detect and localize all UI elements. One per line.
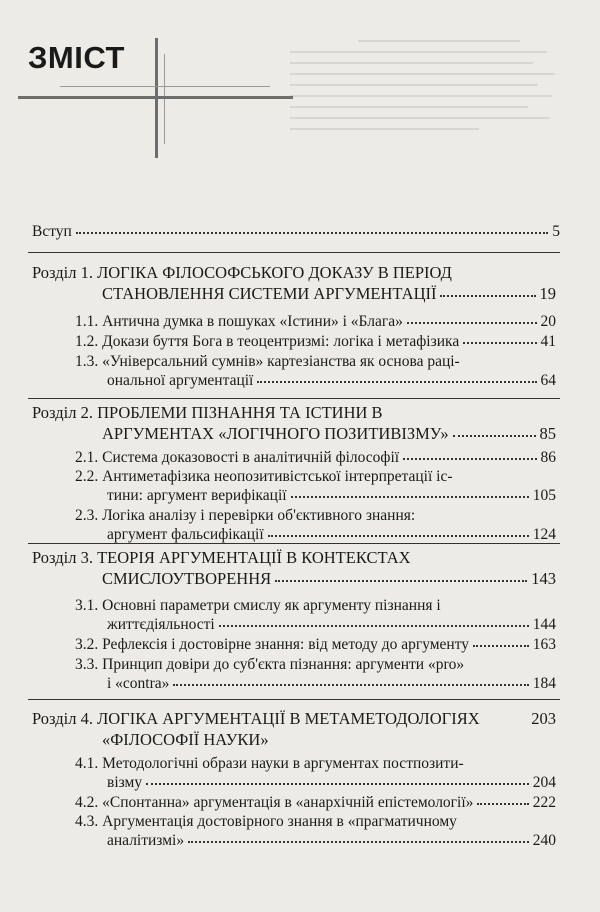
separator-line	[28, 543, 560, 544]
section-title-line1: 3.3. Принцип довіри до суб'єкта пізнання: аргументи «pro»	[75, 656, 465, 673]
decorative-horizontal-line-thin	[60, 86, 270, 87]
page-number: 85	[539, 424, 556, 443]
toc-chapter-4[interactable]	[32, 708, 556, 750]
dot-leader	[477, 802, 528, 805]
page-number: 163	[532, 636, 556, 653]
section-title: 4.2. «Спонтанна» аргументація в «анархічній епістемології»	[75, 794, 474, 811]
section-title-line1: 2.2. Антиметафізика неопозитивістської інтерпретації іс-	[75, 468, 453, 485]
toc-section-1-2[interactable]	[75, 332, 556, 351]
dot-leader	[440, 294, 535, 297]
page-number: 20	[540, 313, 556, 330]
dot-leader	[146, 782, 529, 785]
section-title-line2: аналітизмі»	[107, 832, 185, 849]
toc-section-1-1[interactable]	[75, 312, 556, 331]
dot-leader	[463, 341, 536, 344]
section-title-line2: аргумент фальсифікації	[107, 526, 264, 543]
page-number: 143	[531, 569, 556, 588]
chapter-title-line1: Розділ 3. ТЕОРІЯ АРГУМЕНТАЦІЇ В КОНТЕКСТАХ	[32, 548, 411, 567]
toc-chapter-2[interactable]	[32, 402, 556, 444]
section-title-line2: тини: аргумент верифікації	[107, 487, 287, 504]
page-number: 204	[532, 774, 556, 791]
decorative-horizontal-line	[18, 96, 293, 99]
chapter-title-line2: СМИСЛОУТВОРЕННЯ	[102, 569, 272, 588]
dot-leader	[173, 683, 528, 686]
toc-section-4-1[interactable]	[75, 754, 556, 792]
section-title-line2: візму	[107, 774, 143, 791]
dot-leader	[453, 434, 536, 437]
page-number: 86	[540, 449, 556, 466]
chapter-title-line1: Розділ 2. ПРОБЛЕМИ ПІЗНАННЯ ТА ІСТИНИ В	[32, 403, 383, 422]
dot-leader	[473, 644, 529, 647]
page-number: 240	[532, 832, 556, 849]
page-number: 19	[539, 284, 556, 303]
toc-chapter-1[interactable]	[32, 262, 556, 304]
dot-leader	[219, 624, 529, 627]
toc-section-4-2[interactable]	[75, 793, 556, 812]
dot-leader	[257, 380, 536, 383]
section-title-line2: ональної аргументації	[107, 372, 254, 389]
chapter-title-line2: АРГУМЕНТАХ «ЛОГІЧНОГО ПОЗИТИВІЗМУ»	[102, 424, 449, 443]
section-title-line1: 3.1. Основні параметри смислу як аргументу пізнання і	[75, 597, 441, 614]
dot-leader	[291, 495, 529, 498]
dot-leader	[76, 231, 548, 234]
toc-section-2-1[interactable]	[75, 448, 556, 467]
page-number: 184	[532, 675, 556, 692]
page-number: 41	[540, 333, 556, 350]
toc-section-2-2[interactable]	[75, 467, 556, 505]
section-title-line2: життєдіяльності	[107, 616, 215, 633]
bleed-through-text	[290, 40, 560, 190]
chapter-title-line1: Розділ 4. ЛОГІКА АРГУМЕНТАЦІЇ В МЕТАМЕТОДОЛОГІЯХ	[32, 709, 480, 728]
separator-line	[28, 398, 560, 399]
chapter-title-line1: Розділ 1. ЛОГІКА ФІЛОСОФСЬКОГО ДОКАЗУ В ПЕРІОД	[32, 263, 452, 282]
section-title-line2: і «contra»	[107, 675, 170, 692]
page-number: 64	[540, 372, 556, 389]
toc-section-1-3[interactable]	[75, 352, 556, 390]
toc-entry-intro[interactable]	[32, 222, 560, 241]
dot-leader	[268, 534, 529, 537]
section-title-line1: 4.3. Аргументація достовірного знання в «прагматичному	[75, 813, 457, 830]
toc-section-3-2[interactable]	[75, 635, 556, 654]
section-title: 3.2. Рефлексія і достовірне знання: від методу до аргументу	[75, 636, 470, 653]
separator-line	[28, 699, 560, 700]
toc-section-3-3[interactable]	[75, 655, 556, 693]
dot-leader	[403, 457, 536, 460]
page-number: 105	[532, 487, 556, 504]
spacer	[484, 721, 528, 722]
toc-section-2-3[interactable]	[75, 506, 556, 544]
toc-section-3-1[interactable]	[75, 596, 556, 634]
dot-leader	[188, 840, 529, 843]
dot-leader	[275, 579, 527, 582]
toc-section-4-3[interactable]	[75, 812, 556, 850]
separator-line	[28, 252, 560, 253]
page-number: 5	[552, 223, 560, 240]
page-number: 144	[532, 616, 556, 633]
chapter-title-line2: СТАНОВЛЕННЯ СИСТЕМИ АРГУМЕНТАЦІЇ	[102, 284, 437, 303]
chapter-title-line2: «ФІЛОСОФІЇ НАУКИ»	[102, 730, 269, 749]
section-title: 1.1. Антична думка в пошуках «Істини» і «Блага»	[75, 313, 403, 330]
section-title-line1: 4.1. Методологічні образи науки в аргументах постпозити-	[75, 755, 464, 772]
decorative-vertical-line-thin	[164, 54, 165, 144]
page-number: 203	[531, 709, 556, 728]
section-title: 2.1. Система доказовості в аналітичній філософії	[75, 449, 400, 466]
section-title-line1: 1.3. «Універсальний сумнів» картезіанства як основа раці-	[75, 353, 460, 370]
section-title: 1.2. Докази буття Бога в теоцентризмі: логіка і метафізика	[75, 333, 460, 350]
page-number: 222	[532, 794, 556, 811]
section-title-line1: 2.3. Логіка аналізу і перевірки об'єктивного знання:	[75, 507, 416, 524]
toc-chapter-3[interactable]	[32, 547, 556, 589]
entry-label: Вступ	[32, 223, 72, 240]
dot-leader	[407, 321, 537, 324]
page-number: 124	[532, 526, 556, 543]
page-title: ЗМІСТ	[28, 40, 125, 75]
